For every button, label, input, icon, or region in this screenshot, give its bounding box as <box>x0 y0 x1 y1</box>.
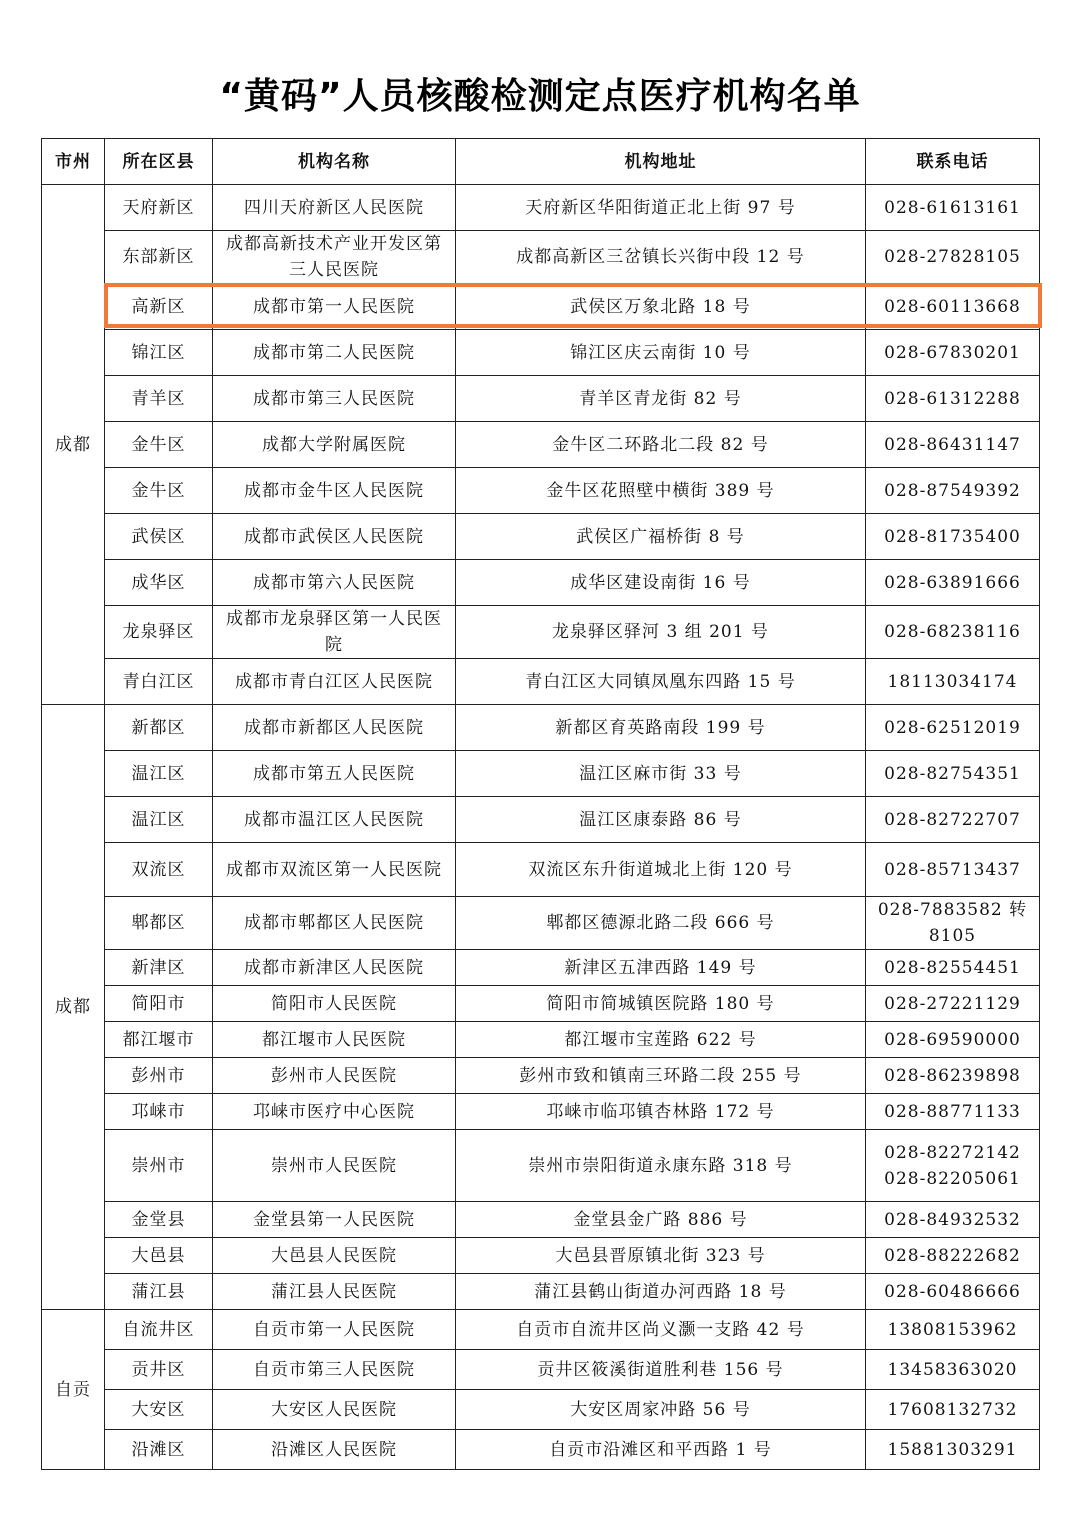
district-cell: 青羊区 <box>105 376 213 422</box>
table-row <box>42 468 1040 514</box>
city-cell: 成都 <box>42 705 105 1310</box>
address-cell: 金堂县金广路 886 号 <box>456 1202 866 1238</box>
phone-cell: 13458363020 <box>866 1350 1040 1390</box>
district-cell: 崇州市 <box>105 1130 213 1202</box>
phone-cell: 028-27221129 <box>866 986 1040 1022</box>
phone-cell: 028-60113668 <box>866 284 1040 330</box>
table-row <box>42 185 1040 231</box>
header-phone: 联系电话 <box>866 139 1040 185</box>
address-cell: 贡井区筱溪街道胜利巷 156 号 <box>456 1350 866 1390</box>
name-cell: 成都市第二人民医院 <box>213 330 456 376</box>
table-header-row <box>42 139 1040 185</box>
address-cell: 青白江区大同镇凤凰东四路 15 号 <box>456 659 866 705</box>
district-cell: 锦江区 <box>105 330 213 376</box>
district-cell: 龙泉驿区 <box>105 606 213 659</box>
district-cell: 高新区 <box>105 284 213 330</box>
district-cell: 成华区 <box>105 560 213 606</box>
hospital-table <box>41 138 1040 1470</box>
table-row <box>42 659 1040 705</box>
district-cell: 大安区 <box>105 1390 213 1430</box>
address-cell: 大邑县晋原镇北街 323 号 <box>456 1238 866 1274</box>
name-cell: 沿滩区人民医院 <box>213 1430 456 1470</box>
table-row <box>42 1058 1040 1094</box>
district-cell: 东部新区 <box>105 231 213 284</box>
phone-cell: 15881303291 <box>866 1430 1040 1470</box>
address-cell: 武侯区广福桥街 8 号 <box>456 514 866 560</box>
table-row <box>42 514 1040 560</box>
header-district: 所在区县 <box>105 139 213 185</box>
table-row <box>42 1094 1040 1130</box>
district-cell: 青白江区 <box>105 659 213 705</box>
phone-cell: 18113034174 <box>866 659 1040 705</box>
name-cell: 成都市第六人民医院 <box>213 560 456 606</box>
table-row <box>42 1238 1040 1274</box>
table-row <box>42 1430 1040 1470</box>
name-cell: 成都市新津区人民医院 <box>213 950 456 986</box>
phone-cell: 028-68238116 <box>866 606 1040 659</box>
table-row <box>42 1202 1040 1238</box>
phone-cell: 028-27828105 <box>866 231 1040 284</box>
phone-cell: 028-82722707 <box>866 797 1040 843</box>
table-row <box>42 1310 1040 1350</box>
table-row <box>42 376 1040 422</box>
page-title: “黄码”人员核酸检测定点医疗机构名单 <box>219 76 861 117</box>
table-row <box>42 751 1040 797</box>
district-cell: 简阳市 <box>105 986 213 1022</box>
name-cell: 成都市新都区人民医院 <box>213 705 456 751</box>
phone-cell: 028-62512019 <box>866 705 1040 751</box>
table-row <box>42 1022 1040 1058</box>
name-cell: 成都市温江区人民医院 <box>213 797 456 843</box>
city-cell: 自贡 <box>42 1310 105 1470</box>
name-cell: 成都市龙泉驿区第一人民医院 <box>213 606 456 659</box>
district-cell: 天府新区 <box>105 185 213 231</box>
address-cell: 新津区五津西路 149 号 <box>456 950 866 986</box>
address-cell: 武侯区万象北路 18 号 <box>456 284 866 330</box>
address-cell: 温江区麻市街 33 号 <box>456 751 866 797</box>
address-cell: 郫都区德源北路二段 666 号 <box>456 897 866 950</box>
table-row <box>42 843 1040 897</box>
name-cell: 成都高新技术产业开发区第三人民医院 <box>213 231 456 284</box>
address-cell: 龙泉驿区驿河 3 组 201 号 <box>456 606 866 659</box>
table-row <box>42 950 1040 986</box>
address-cell: 崇州市崇阳街道永康东路 318 号 <box>456 1130 866 1202</box>
name-cell: 成都市双流区第一人民医院 <box>213 843 456 897</box>
phone-cell: 028-86239898 <box>866 1058 1040 1094</box>
address-cell: 大安区周家冲路 56 号 <box>456 1390 866 1430</box>
district-cell: 武侯区 <box>105 514 213 560</box>
district-cell: 温江区 <box>105 797 213 843</box>
district-cell: 彭州市 <box>105 1058 213 1094</box>
table-row <box>42 705 1040 751</box>
name-cell: 自贡市第三人民医院 <box>213 1350 456 1390</box>
district-cell: 双流区 <box>105 843 213 897</box>
name-cell: 四川天府新区人民医院 <box>213 185 456 231</box>
name-cell: 自贡市第一人民医院 <box>213 1310 456 1350</box>
header-address: 机构地址 <box>456 139 866 185</box>
address-cell: 邛崃市临邛镇杏林路 172 号 <box>456 1094 866 1130</box>
name-cell: 成都市第一人民医院 <box>213 284 456 330</box>
address-cell: 简阳市简城镇医院路 180 号 <box>456 986 866 1022</box>
phone-cell: 028-67830201 <box>866 330 1040 376</box>
address-cell: 天府新区华阳街道正北上街 97 号 <box>456 185 866 231</box>
phone-cell: 028-84932532 <box>866 1202 1040 1238</box>
address-cell: 金牛区二环路北二段 82 号 <box>456 422 866 468</box>
phone-cell: 028-82554451 <box>866 950 1040 986</box>
name-cell: 大安区人民医院 <box>213 1390 456 1430</box>
district-cell: 新都区 <box>105 705 213 751</box>
address-cell: 蒲江县鹤山街道办河西路 18 号 <box>456 1274 866 1310</box>
table-row <box>42 560 1040 606</box>
district-cell: 金牛区 <box>105 422 213 468</box>
phone-cell: 028-60486666 <box>866 1274 1040 1310</box>
phone-cell: 028-88222682 <box>866 1238 1040 1274</box>
table-row <box>42 1350 1040 1390</box>
district-cell: 都江堰市 <box>105 1022 213 1058</box>
district-cell: 郫都区 <box>105 897 213 950</box>
district-cell: 邛崃市 <box>105 1094 213 1130</box>
phone-cell: 17608132732 <box>866 1390 1040 1430</box>
name-cell: 都江堰市人民医院 <box>213 1022 456 1058</box>
address-cell: 锦江区庆云南街 10 号 <box>456 330 866 376</box>
phone-cell: 028-87549392 <box>866 468 1040 514</box>
address-cell: 自贡市自流井区尚义灏一支路 42 号 <box>456 1310 866 1350</box>
address-cell: 金牛区花照壁中横街 389 号 <box>456 468 866 514</box>
district-cell: 沿滩区 <box>105 1430 213 1470</box>
name-cell: 成都市郫都区人民医院 <box>213 897 456 950</box>
table-row <box>42 422 1040 468</box>
name-cell: 蒲江县人民医院 <box>213 1274 456 1310</box>
phone-cell: 028-7883582 转 8105 <box>866 897 1040 950</box>
phone-cell: 028-61312288 <box>866 376 1040 422</box>
table-row <box>42 986 1040 1022</box>
phone-cell: 028-61613161 <box>866 185 1040 231</box>
phone-cell: 028-81735400 <box>866 514 1040 560</box>
header-name: 机构名称 <box>213 139 456 185</box>
city-cell: 成都 <box>42 185 105 705</box>
name-cell: 成都大学附属医院 <box>213 422 456 468</box>
name-cell: 彭州市人民医院 <box>213 1058 456 1094</box>
name-cell: 成都市第三人民医院 <box>213 376 456 422</box>
district-cell: 自流井区 <box>105 1310 213 1350</box>
table-row <box>42 1130 1040 1202</box>
phone-cell: 028-63891666 <box>866 560 1040 606</box>
district-cell: 蒲江县 <box>105 1274 213 1310</box>
district-cell: 温江区 <box>105 751 213 797</box>
district-cell: 金牛区 <box>105 468 213 514</box>
district-cell: 贡井区 <box>105 1350 213 1390</box>
address-cell: 成华区建设南街 16 号 <box>456 560 866 606</box>
phone-cell: 13808153962 <box>866 1310 1040 1350</box>
address-cell: 新都区育英路南段 199 号 <box>456 705 866 751</box>
name-cell: 成都市金牛区人民医院 <box>213 468 456 514</box>
phone-cell: 028-86431147 <box>866 422 1040 468</box>
address-cell: 彭州市致和镇南三环路二段 255 号 <box>456 1058 866 1094</box>
phone-cell: 028-69590000 <box>866 1022 1040 1058</box>
table-row <box>42 231 1040 284</box>
phone-cell: 028-82754351 <box>866 751 1040 797</box>
name-cell: 成都市第五人民医院 <box>213 751 456 797</box>
name-cell: 金堂县第一人民医院 <box>213 1202 456 1238</box>
name-cell: 简阳市人民医院 <box>213 986 456 1022</box>
address-cell: 自贡市沿滩区和平西路 1 号 <box>456 1430 866 1470</box>
name-cell: 成都市青白江区人民医院 <box>213 659 456 705</box>
address-cell: 都江堰市宝莲路 622 号 <box>456 1022 866 1058</box>
district-cell: 大邑县 <box>105 1238 213 1274</box>
name-cell: 崇州市人民医院 <box>213 1130 456 1202</box>
table-row <box>42 1274 1040 1310</box>
table-row <box>42 330 1040 376</box>
table-row <box>42 606 1040 659</box>
address-cell: 青羊区青龙街 82 号 <box>456 376 866 422</box>
phone-cell: 028-82272142 028-82205061 <box>866 1130 1040 1202</box>
table-row <box>42 797 1040 843</box>
name-cell: 成都市武侯区人民医院 <box>213 514 456 560</box>
table-row <box>42 897 1040 950</box>
district-cell: 新津区 <box>105 950 213 986</box>
phone-cell: 028-85713437 <box>866 843 1040 897</box>
name-cell: 大邑县人民医院 <box>213 1238 456 1274</box>
address-cell: 双流区东升街道城北上街 120 号 <box>456 843 866 897</box>
table-row-highlighted <box>42 284 1040 330</box>
address-cell: 温江区康泰路 86 号 <box>456 797 866 843</box>
name-cell: 邛崃市医疗中心医院 <box>213 1094 456 1130</box>
table-row <box>42 1390 1040 1430</box>
district-cell: 金堂县 <box>105 1202 213 1238</box>
header-city: 市州 <box>42 139 105 185</box>
address-cell: 成都高新区三岔镇长兴街中段 12 号 <box>456 231 866 284</box>
phone-cell: 028-88771133 <box>866 1094 1040 1130</box>
